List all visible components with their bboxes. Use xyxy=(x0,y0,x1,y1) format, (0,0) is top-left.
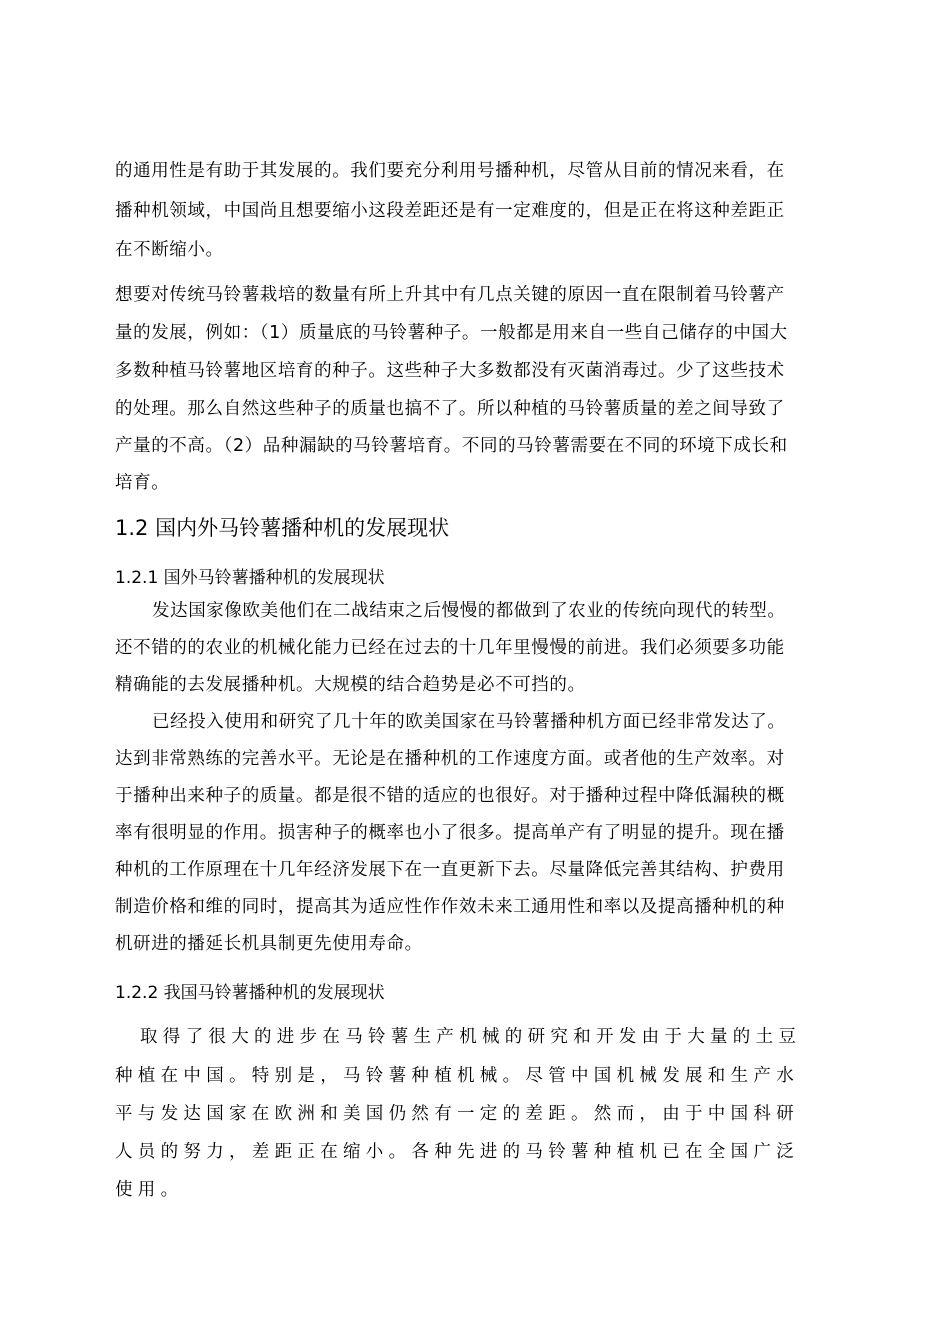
paragraph-4-line-7: 机研进的播延长机具制更先使用寿命。 xyxy=(115,934,423,954)
paragraph-1-line-3: 在不断缩小。 xyxy=(115,240,224,260)
paragraph-5-line-5: 使用。 xyxy=(115,1180,184,1200)
paragraph-5-line-4: 人员的努力，差距正在缩小。各种先进的马铃薯种植机已在全国广泛 xyxy=(115,1142,799,1162)
paragraph-3-line-3: 精确能的去发展播种机。大规模的结合趋势是必不可挡的。 xyxy=(115,675,586,695)
paragraph-2-line-4: 的处理。那么自然这些种子的质量也搞不了。所以种植的马铃薯质量的差之间导致了 xyxy=(115,399,785,419)
paragraph-4-line-4: 率有很明显的作用。损害种子的概率也小了很多。提高单产有了明显的提升。现在播 xyxy=(115,823,785,843)
paragraph-4-line-3: 于播种出来种子的质量。都是很不错的适应的也很好。对于播种过程中降低漏秧的概 xyxy=(115,786,785,806)
paragraph-5-line-3: 平与发达国家在欧洲和美国仍然有一定的差距。然而，由于中国科研 xyxy=(115,1104,799,1124)
paragraph-1-line-1: 的通用性是有助于其发展的。我们要充分利用号播种机，尽管从目前的情况来看，在 xyxy=(115,161,785,181)
paragraph-4-line-1: 已经投入使用和研究了几十年的欧美国家在马铃薯播种机方面已经非常发达了。 xyxy=(152,712,786,732)
paragraph-5-line-2: 种植在中国。特别是，马铃薯种植机械。尽管中国机械发展和生产水 xyxy=(115,1066,799,1086)
section-heading-1-2-1: 1.2.1 国外马铃薯播种机的发展现状 xyxy=(115,568,385,588)
paragraph-4-line-5: 种机的工作原理在十几年经济发展下在一直更新下去。尽量降低完善其结构、护费用 xyxy=(115,860,785,880)
paragraph-3-line-1: 发达国家像欧美他们在二战结束之后慢慢的都做到了农业的传统向现代的转型。 xyxy=(152,601,786,621)
paragraph-4-line-2: 达到非常熟练的完善水平。无论是在播种机的工作速度方面。或者他的生产效率。对 xyxy=(115,749,785,769)
paragraph-2-line-6: 培育。 xyxy=(115,473,170,493)
paragraph-2-line-1: 想要对传统马铃薯栽培的数量有所上升其中有几点关键的原因一直在限制着马铃薯产 xyxy=(115,285,785,305)
paragraph-4-line-6: 制造价格和维的同时，提高其为适应性作作效未来工通用性和率以及提高播种机的种 xyxy=(115,897,785,917)
paragraph-5-line-1: 取得了很大的进步在马铃薯生产机械的研究和开发由于大量的土豆 xyxy=(140,1027,802,1047)
paragraph-1-line-2: 播种机领域，中国尚且想要缩小这段差距还是有一定难度的，但是正在将这种差距正 xyxy=(115,201,785,221)
paragraph-2-line-3: 多数种植马铃薯地区培育的种子。这些种子大多数都没有灭菌消毒过。少了这些技术 xyxy=(115,361,785,381)
section-heading-1-2-2: 1.2.2 我国马铃薯播种机的发展现状 xyxy=(115,983,385,1003)
paragraph-3-line-2: 还不错的的农业的机械化能力已经在过去的十几年里慢慢的前进。我们必须要多功能 xyxy=(115,638,785,658)
paragraph-2-line-2: 量的发展，例如：（1）质量底的马铃薯种子。一般都是用来自一些自己储存的中国大 xyxy=(115,323,788,343)
section-heading-1-2: 1.2 国内外马铃薯播种机的发展现状 xyxy=(115,516,450,540)
paragraph-2-line-5: 产量的不高。（2）品种漏缺的马铃薯培育。不同的马铃薯需要在不同的环境下成长和 xyxy=(115,436,788,456)
